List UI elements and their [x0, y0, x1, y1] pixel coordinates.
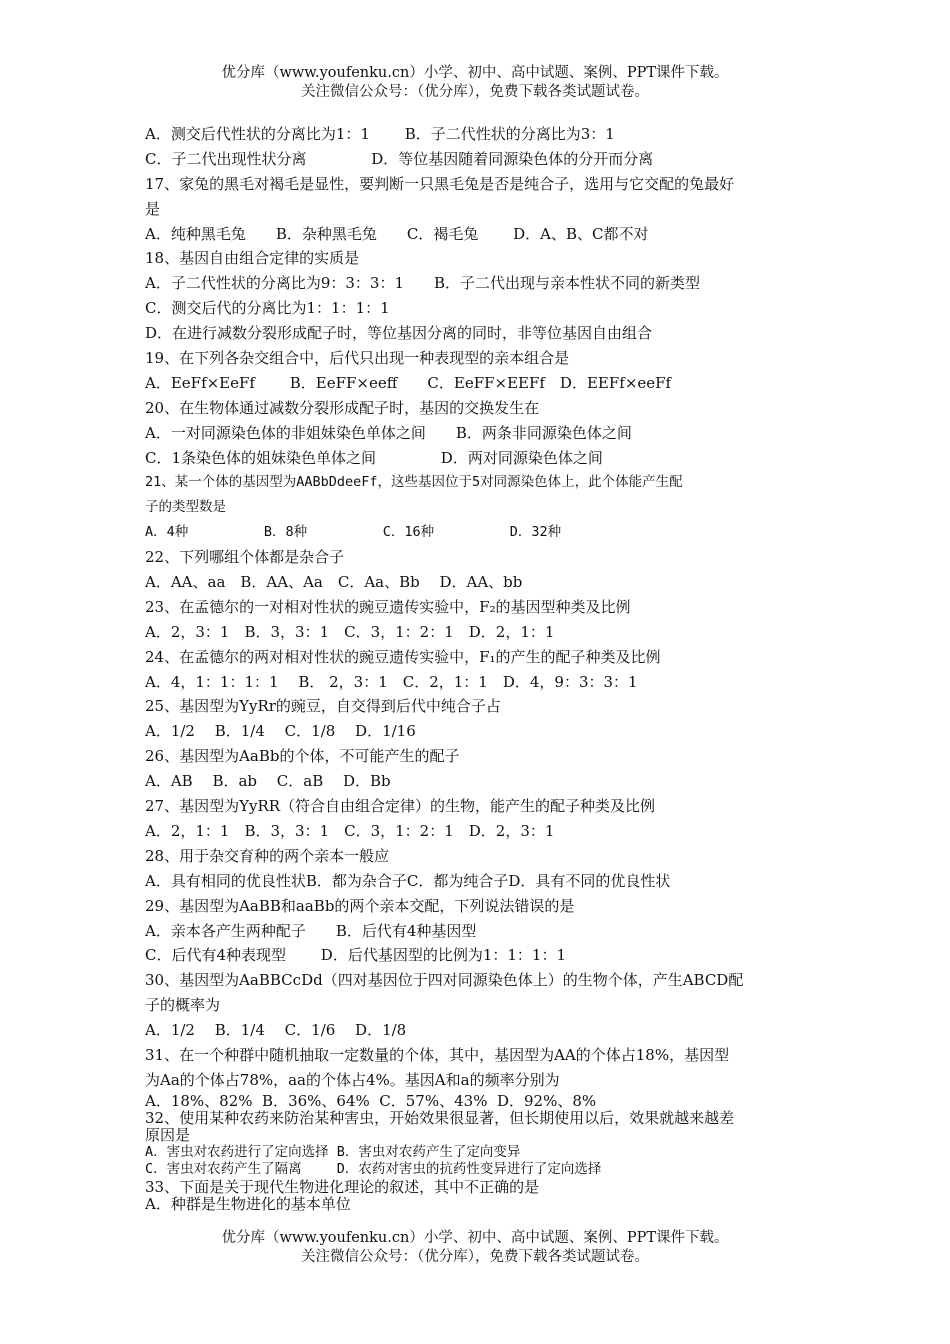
text-line: C．1条染色体的姐妹染色单体之间 D．两对同源染色体之间	[145, 448, 603, 467]
text-line: 是	[145, 199, 161, 218]
question-30: 30、基因型为AaBBCcDd（四对基因位于四对同源染色体上）的生物个体，产生ABCD配	[145, 971, 744, 990]
text-line: A．纯种黑毛兔 B．杂种黑毛兔 C．褐毛兔 D．A、B、C都不对	[145, 224, 649, 243]
text-line: A．AB B．ab C．aB D．Bb	[145, 772, 391, 791]
text-line: A．1/2 B．1/4 C．1/8 D．1/16	[145, 722, 416, 741]
text-line: A．害虫对农药进行了定向选择 B．害虫对农药产生了定向变异	[145, 1144, 521, 1161]
text-line: A．4，1：1：1：1 B． 2，3：1 C．2，1：1 D．4，9：3：3：1	[145, 672, 638, 691]
question-26: 26、基因型为AaBb的个体，不可能产生的配子	[145, 747, 460, 766]
question-21: 21、某一个体的基因型为AABbDdeeFf，这些基因位于5对同源染色体上，此个体能产生配	[145, 474, 683, 491]
text-line: A．EeFf×EeFf B．EeFF×eeff C．EeFF×EEFf D．EEFf×eeFf	[145, 373, 672, 392]
question-19: 19、在下列各杂交组合中，后代只出现一种表现型的亲本组合是	[145, 349, 570, 368]
question-18: 18、基因自由组合定律的实质是	[145, 249, 360, 268]
text-line: C．测交后代的分离比为1：1：1：1	[145, 299, 390, 318]
text-line: A．测交后代性状的分离比为1：1 B．子二代性状的分离比为3：1	[145, 125, 615, 143]
text-line: C．子二代出现性状分离 D．等位基因随着同源染色体的分开而分离	[145, 149, 654, 168]
footer-line-2: 关注微信公众号：（优分库），免费下载各类试题试卷。	[301, 1249, 649, 1265]
text-line: 为Aa的个体占78%，aa的个体占4%。基因A和a的频率分别为	[145, 1070, 560, 1089]
question-17: 17、家兔的黑毛对褐毛是显性，要判断一只黑毛兔是否是纯合子，选用与它交配的兔最好	[145, 174, 735, 193]
text-line: A．1/2 B．1/4 C．1/6 D．1/8	[145, 1021, 407, 1040]
question-25: 25、基因型为YyRr的豌豆，自交得到后代中纯合子占	[145, 697, 501, 716]
text-line: A．AA、aa B．AA、Aa C．Aa、Bb D．AA、bb	[145, 573, 523, 592]
text-line: A．亲本各产生两种配子 B．后代有4种基因型	[145, 921, 477, 940]
footer-line-1: 优分库（www.youfenku.cn）小学、初中、高中试题、案例、PPT课件下载。	[221, 1230, 729, 1246]
text-line: D．在进行减数分裂形成配子时，等位基因分离的同时，非等位基因自由组合	[145, 324, 653, 343]
question-31: 31、在一个种群中随机抽取一定数量的个体，其中，基因型为AA的个体占18%，基因型	[145, 1045, 730, 1064]
question-23: 23、在孟德尔的一对相对性状的豌豆遗传实验中，F₂的基因型种类及比例	[145, 597, 631, 616]
text-line: 原因是	[145, 1127, 191, 1145]
question-20: 20、在生物体通过减数分裂形成配子时，基因的交换发生在	[145, 398, 540, 417]
text-line: C．害虫对农药产生了隔离 D．农药对害虫的抗药性变异进行了定向选择	[145, 1161, 602, 1178]
text-line: A．4种 B．8种 C．16种 D．32种	[145, 524, 562, 541]
page-footer	[0, 1229, 950, 1267]
text-line: 子的概率为	[145, 996, 221, 1015]
question-32: 32、使用某种农药来防治某种害虫，开始效果很显著，但长期使用以后，效果就越来越差	[145, 1109, 735, 1127]
header-line-2: 关注微信公众号：（优分库），免费下载各类试题试卷。	[301, 84, 649, 100]
question-24: 24、在孟德尔的两对相对性状的豌豆遗传实验中，F₁的产生的配子种类及比例	[145, 647, 661, 666]
text-line: A．18%、82% B．36%、64% C．57%、43% D．92%、8%	[145, 1092, 597, 1110]
question-22: 22、下列哪组个体都是杂合子	[145, 548, 345, 567]
text-line: A．具有相同的优良性状B．都为杂合子C．都为纯合子D．具有不同的优良性状	[145, 871, 671, 890]
question-33: 33、下面是关于现代生物进化理论的叙述，其中不正确的是	[145, 1178, 540, 1196]
text-line: A．2，1：1 B．3，3：1 C．3，1：2：1 D．2，3：1	[145, 821, 555, 840]
text-line: 子的类型数是	[145, 499, 226, 516]
text-line: A．2，3：1 B．3，3：1 C．3，1：2：1 D．2，1：1	[145, 622, 555, 641]
text-line: C．后代有4种表现型 D．后代基因型的比例为1：1：1：1	[145, 946, 566, 965]
question-27: 27、基因型为YyRR（符合自由组合定律）的生物，能产生的配子种类及比例	[145, 797, 656, 816]
text-line: A．子二代性状的分离比为9：3：3：1 B．子二代出现与亲本性状不同的新类型	[145, 274, 701, 293]
question-29: 29、基因型为AaBB和aaBb的两个亲本交配，下列说法错误的是	[145, 896, 575, 915]
text-line: A．种群是生物进化的基本单位	[145, 1195, 351, 1213]
question-28: 28、用于杂交育种的两个亲本一般应	[145, 846, 390, 865]
page-header	[0, 64, 950, 102]
question-body	[145, 122, 815, 1213]
text-line: A．一对同源染色体的非姐妹染色单体之间 B．两条非同源染色体之间	[145, 423, 632, 442]
header-line-1: 优分库（www.youfenku.cn）小学、初中、高中试题、案例、PPT课件下载。	[221, 65, 729, 81]
